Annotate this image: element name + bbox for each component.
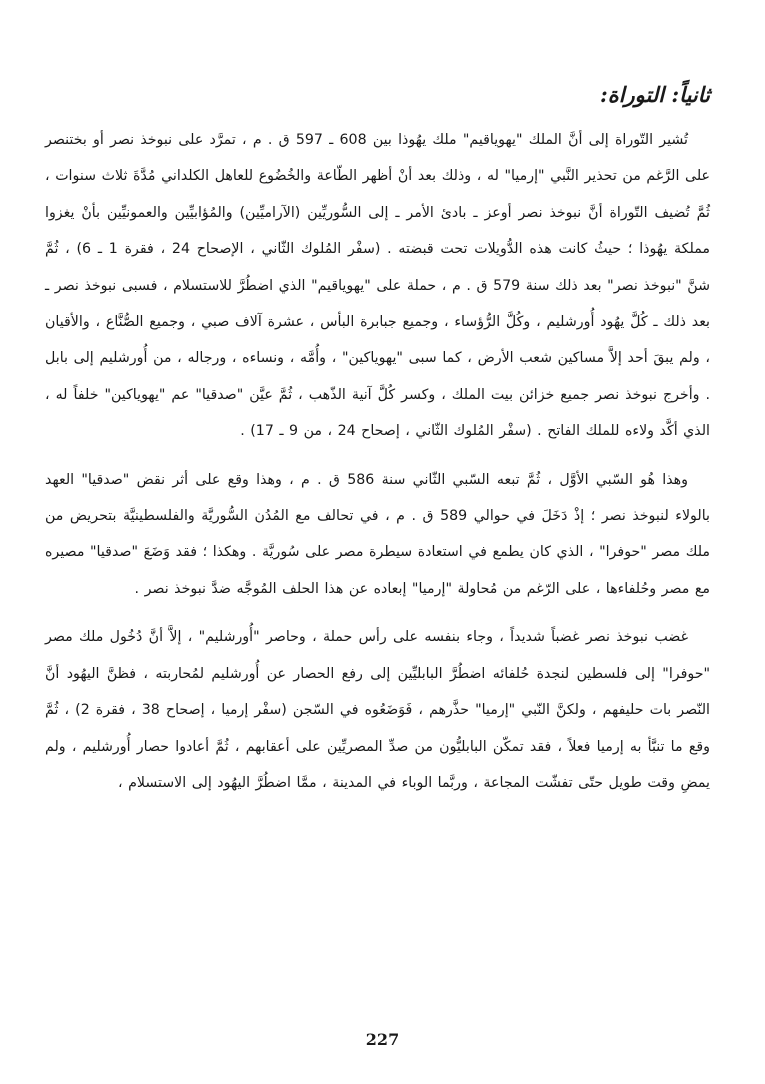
page-number: 227 (365, 1030, 400, 1049)
paragraph-second-exile: وهذا هُو السّبي الأوَّل ، ثُمَّ تبعه السّبي الثّاني سنة 586 ق . م ، وهذا وقع على أثر نقض "صدقيا" العهد بالولاء لنبوخذ نصر ؛ إذْ دَخَلَ في حوالي 589 ق . م ، في تحالف مع المُدُن السُّوريَّة والفلسطينيَّة بتحريض من ملك مصر "حوفرا" ، الذي كان يطمع في استعادة سيطرة مصر على سُوريَّة . وهكذا ؛ فقد وَضَعَ "صدقيا" مصيره مع مصر وحُلفاءها ، على الرّغم من مُحاولة "إرميا" إبعاده عن هذا الحلف المُوجَّه ضدَّ نبوخذ نصر . (45, 471, 710, 597)
paragraph-first-exile: تُشير التّوراة إلى أنَّ الملك "يهوياقيم" ملك يهُوذا بين 608 ـ 597 ق . م ، تمرَّد على نبوخذ نصر أو بختنصر على الرَّغم من تحذير النَّبي "إرميا" له ، وذلك بعد أنْ أظهر الطّاعة والخُضُوع للعاهل الكلداني مُدَّةَ ثلاث سنوات ، ثُمَّ تُضيف التّوراة أنَّ نبوخذ نصر أوعز ـ بادئ الأمر ـ إلى السُّوريِّين (الآراميِّين) والمُؤابيِّين والعمونيِّين بأنْ يغزوا مملكة يهُوذا ؛ حيثُ كانت هذه الدُّويلات تحت قبضته . (سفْر المُلوك الثّاني ، الإصحاح 24 ، فقرة 1 ـ 6) ، ثُمَّ شنَّ "نبوخذ نصر" بعد ذلك سنة 579 ق . م ، حملة على "يهوياقيم" الذي اضطُرَّ للاستسلام ، فسبى نبوخذ نصر ـ بعد ذلك ـ كُلَّ يهُود أُورشليم ، وكُلَّ الرُّؤساء ، وجميع جبابرة البأس ، عشرة آلاف صبي ، وجميع الصُّنَّاع ، والأقيان ، ولم يبقَ أحد إلاَّ مساكين شعب الأرض ، كما سبى "يهوياكين" ، وأُمَّه ، ونساءه ، ورجاله ، من أُورشليم إلى بابل . وأخرج نبوخذ نصر جميع خزائن بيت الملك ، وكسر كُلَّ آنية الذّهب ، ثُمَّ عيَّن "صدقيا" عم "يهوياكين" خلفاً له ، الذي أكَّد ولاءه للملك الفاتح . (سفْر المُلوك الثّاني ، إصحاح 24 ، من 9 ـ 17) . (45, 132, 710, 440)
body-text (45, 122, 710, 801)
section-heading: ثانياً: التوراة: (599, 82, 710, 107)
paragraph-siege: غضب نبوخذ نصر غضباً شديداً ، وجاء بنفسه على رأس حملة ، وحاصر "أُورشليم" ، إلاَّ أنَّ دُخُول ملك مصر "حوفرا" إلى فلسطين لنجدة حُلفائه اضطُرَّ البابليِّين إلى رفع الحصار عن أُورشليم لمُحاربته ، فظنَّ اليهُود أنَّ النّصر بات حليفهم ، ولكنَّ النّبي "إرميا" حذَّرهم ، فَوَضَعُوه في السّجن (سفْر إرميا ، إصحاح 38 ، فقرة 2) ، ثُمَّ وقع ما تنبَّأ به إرميا فعلاً ، فقد تمكّن البابليُّون من صدِّ المصريِّين على أعقابهم ، ثُمَّ أعادوا حصار أُورشليم ، ولم يمضِ وقت طويل حتّى تفشّت المجاعة ، وربَّما الوباء في المدينة ، ممَّا اضطُرَّ اليهُود إلى الاستسلام ، (45, 629, 710, 791)
